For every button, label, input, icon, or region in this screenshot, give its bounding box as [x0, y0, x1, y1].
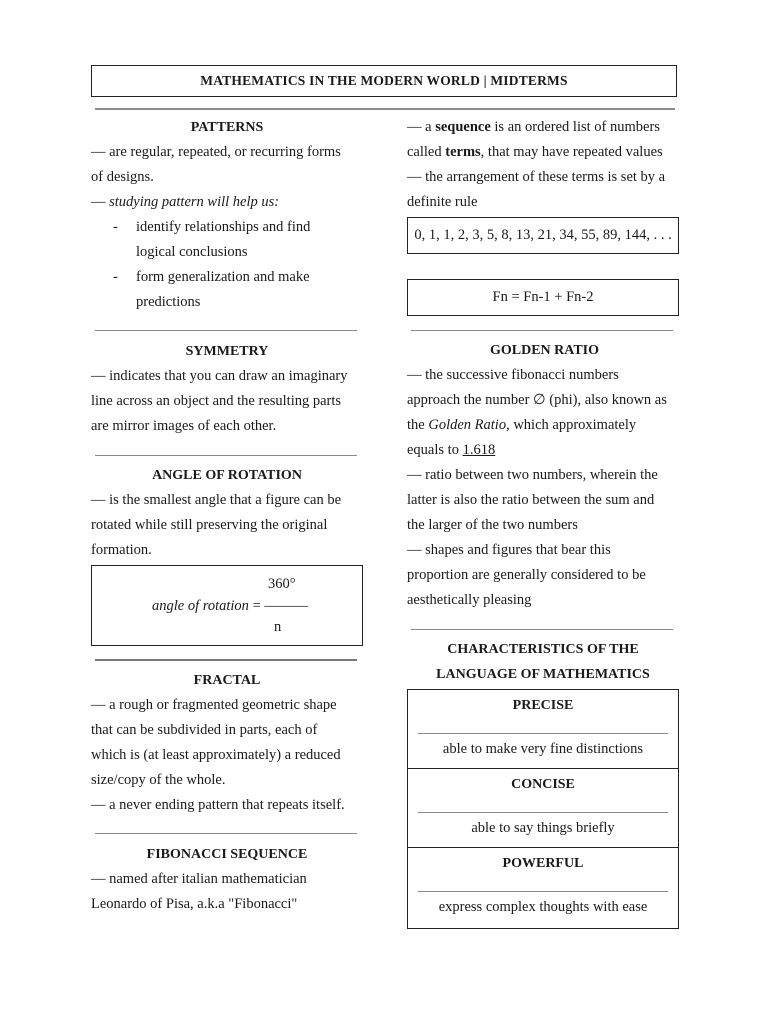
- cell-divider: [418, 812, 668, 813]
- sequence-text-line: definite rule: [407, 194, 478, 210]
- fractal-text-line: — a never ending pattern that repeats itself.: [91, 797, 345, 813]
- section-divider: [411, 629, 673, 630]
- sequence-text-line: — a sequence is an ordered list of numbers: [407, 119, 660, 135]
- section-divider: [95, 330, 357, 331]
- symmetry-text-line: — indicates that you can draw an imaginary: [91, 368, 348, 384]
- patterns-intro: — studying pattern will help us:: [91, 194, 280, 210]
- characteristic-name: PRECISE: [512, 698, 574, 713]
- formula-denominator: n: [274, 619, 282, 635]
- title-divider: [95, 108, 675, 110]
- angle-text-line: rotated while still preserving the original: [91, 517, 328, 533]
- bullet-line: logical conclusions: [136, 244, 248, 260]
- sequence-section: [407, 115, 682, 215]
- fractal-text-line: which is (at least approximately) a reduced: [91, 747, 341, 763]
- bullet-line: identify relationships and find: [136, 219, 311, 235]
- fibonacci-series-box: [407, 217, 679, 254]
- characteristics-heading-line: CHARACTERISTICS OF THE: [447, 642, 639, 657]
- symmetry-section: [91, 339, 363, 439]
- characteristic-name: POWERFUL: [502, 856, 584, 871]
- cell-divider: [418, 891, 668, 892]
- golden-ratio-text-line: approach the number ∅ (phi), also known as: [407, 392, 667, 408]
- fractal-text-line: — a rough or fragmented geometric shape: [91, 697, 337, 713]
- characteristic-description: able to say things briefly: [471, 820, 615, 836]
- section-divider: [95, 659, 357, 661]
- angle-formula-box: [91, 565, 363, 646]
- patterns-text-line: — are regular, repeated, or recurring forms: [91, 144, 341, 160]
- golden-ratio-text-line: the larger of the two numbers: [407, 517, 578, 533]
- symmetry-text-line: line across an object and the resulting parts: [91, 393, 342, 409]
- characteristics-heading: [407, 637, 679, 687]
- fractal-heading: FRACTAL: [193, 673, 261, 688]
- golden-ratio-text-line: aesthetically pleasing: [407, 592, 532, 608]
- bullet-marker: -: [113, 269, 118, 285]
- patterns-bullet: [91, 265, 363, 315]
- fibonacci-heading: FIBONACCI SEQUENCE: [146, 847, 308, 862]
- fractal-text-line: size/copy of the whole.: [91, 772, 226, 788]
- bullet-line: form generalization and make: [136, 269, 310, 285]
- bullet-marker: -: [113, 219, 118, 235]
- sequence-text-line: — the arrangement of these terms is set by a: [407, 169, 666, 185]
- golden-ratio-text-line: — the successive fibonacci numbers: [407, 367, 619, 383]
- fibonacci-text-line: Leonardo of Pisa, a.k.a "Fibonacci": [91, 896, 298, 912]
- golden-ratio-text-line: the Golden Ratio, which approximately: [407, 417, 637, 433]
- patterns-heading: PATTERNS: [190, 120, 264, 135]
- characteristic-cell: [408, 690, 678, 769]
- symmetry-heading: SYMMETRY: [185, 344, 269, 359]
- document-title: MATHEMATICS IN THE MODERN WORLD | MIDTERMS: [91, 65, 677, 97]
- angle-text-line: formation.: [91, 542, 152, 558]
- fibonacci-formula: Fn = Fn-1 + Fn-2: [492, 289, 594, 305]
- fractal-text-line: that can be subdivided in parts, each of: [91, 722, 318, 738]
- formula-left-side: angle of rotation = ———: [152, 598, 308, 614]
- golden-ratio-text-line: — shapes and figures that bear this: [407, 542, 611, 558]
- golden-ratio-text-line: — ratio between two numbers, wherein the: [407, 467, 658, 483]
- sequence-text-line: called terms, that may have repeated values: [407, 144, 663, 160]
- patterns-bullet: [91, 215, 363, 265]
- formula-numerator: 360°: [268, 576, 296, 592]
- angle-of-rotation-section: [91, 463, 363, 563]
- cell-divider: [418, 733, 668, 734]
- patterns-section: [91, 115, 363, 315]
- golden-ratio-section: [407, 338, 682, 613]
- characteristic-name: CONCISE: [511, 777, 575, 792]
- angle-text-line: — is the smallest angle that a figure can be: [91, 492, 342, 508]
- golden-ratio-text-line: proportion are generally considered to be: [407, 567, 646, 583]
- fibonacci-formula-box: [407, 279, 679, 316]
- symmetry-text-line: are mirror images of each other.: [91, 418, 277, 434]
- characteristic-description: express complex thoughts with ease: [438, 899, 648, 915]
- fibonacci-text-line: — named after italian mathematician: [91, 871, 307, 887]
- characteristic-description: able to make very fine distinctions: [442, 741, 644, 757]
- patterns-text-line: of designs.: [91, 169, 154, 185]
- characteristic-cell: [408, 769, 678, 848]
- fibonacci-series: 0, 1, 1, 2, 3, 5, 8, 13, 21, 34, 55, 89, 144, . . .: [414, 227, 672, 243]
- characteristics-table: [407, 689, 679, 929]
- characteristics-heading-line: LANGUAGE OF MATHEMATICS: [436, 667, 650, 682]
- bullet-line: predictions: [136, 294, 201, 310]
- fractal-section: [91, 668, 363, 818]
- golden-ratio-text-line: latter is also the ratio between the sum and: [407, 492, 655, 508]
- section-divider: [95, 833, 357, 834]
- characteristic-cell: [408, 848, 678, 928]
- angle-of-rotation-heading: ANGLE OF ROTATION: [152, 468, 302, 483]
- golden-ratio-value: 1.618: [462, 442, 496, 458]
- golden-ratio-heading: GOLDEN RATIO: [489, 343, 600, 358]
- fibonacci-section: [91, 842, 363, 917]
- section-divider: [95, 455, 357, 456]
- section-divider: [411, 330, 673, 331]
- golden-ratio-text-line: equals to 1.618: [407, 442, 496, 458]
